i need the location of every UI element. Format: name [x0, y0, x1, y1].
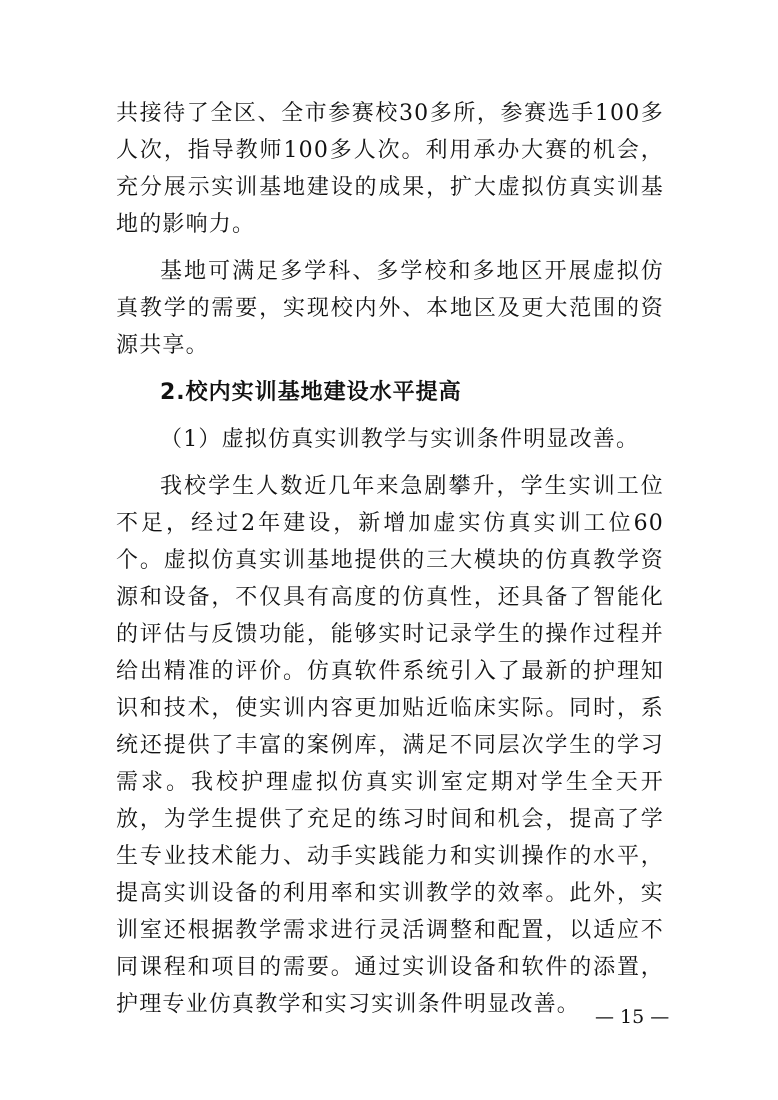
section-heading: 2.校内实训基地建设水平提高	[160, 380, 462, 405]
document-body	[116, 95, 664, 1023]
paragraph-resource-sharing: 基地可满足多学科、多学校和多地区开展虚拟仿真教学的需要，实现校内外、本地区及更大范围的资源共享。	[116, 259, 664, 358]
paragraph-training-conditions: 我校学生人数近几年来急剧攀升，学生实训工位不足，经过2年建设，新增加虚实仿真实训工位60个。虚拟仿真实训基地提供的三大模块的仿真教学资源和设备，不仅具有高度的仿真性，还具备了智能化的评估与反馈功能，能够实时记录学生的操作过程并给出精准的评价。仿真软件系统引入了最新的护理知识和技术，使实训内容更加贴近临床实际。同时，系统还提供了丰富的案例库，满足不同层次学生的学习需求。我校护理虚拟仿真实训室定期对学生全天开放，为学生提供了充足的练习时间和机会，提高了学生专业技术能力、动手实践能力和实训操作的水平，提高实训设备的利用率和实训教学的效率。此外，实训室还根据教学需求进行灵活调整和配置，以适应不同课程和项目的需要。通过实训设备和软件的添置，护理专业仿真教学和实习实训条件明显改善。	[116, 474, 664, 1017]
paragraph-competition-summary: 共接待了全区、全市参赛校30多所，参赛选手100多人次，指导教师100多人次。利用承办大赛的机会，充分展示实训基地建设的成果，扩大虚拟仿真实训基地的影响力。	[116, 101, 664, 237]
subsection-heading: （1）虚拟仿真实训教学与实训条件明显改善。	[160, 427, 640, 452]
page-number: — 15 —	[595, 1006, 670, 1028]
